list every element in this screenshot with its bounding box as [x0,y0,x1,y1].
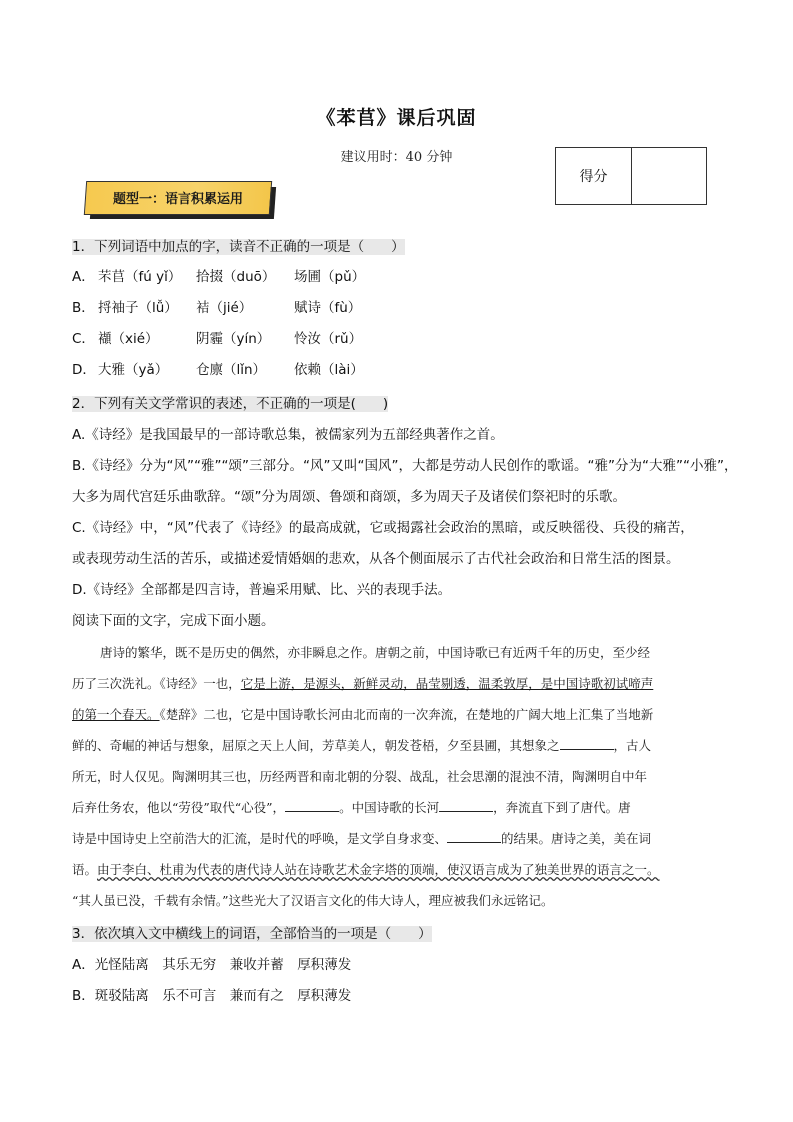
option-item: 芣苢（fú yǐ） [98,269,182,285]
passage-line [72,798,722,818]
q1-stem [72,237,405,257]
option-letter: B． [72,300,95,316]
banner-text: 题型一：语言积累运用 [113,192,244,207]
passage-line: 所无，时人仅见。陶渊明其三也，历经两晋和南北朝的分裂、战乱，社会思潮的混浊不清，陶渊明自中年 [72,769,648,784]
page-title: 《苯苢》课后巩固 [316,107,477,129]
option-letter: D． [72,362,96,378]
option-letter: A． [72,269,95,285]
reading-instruction: 阅读下面的文字，完成下面小题。 [72,613,275,629]
q3-option-a [72,955,351,975]
passage-underlined: 的第一个春天。 [72,707,160,722]
section-banner [85,181,277,221]
option-item: 阴霾（yín） [196,331,271,347]
q2-option-c: C.《诗经》中，“风”代表了《诗经》的最高成就，它或揭露社会政治的黑暗，或反映徭役、兵役的痛苦， [72,520,694,536]
q1-option-c [72,329,362,349]
q3-option-b [72,986,351,1006]
option-item: 大雅（yǎ） [98,362,169,378]
passage-line [72,705,722,725]
passage-text: ，古人 [613,738,652,753]
q2-stem [72,394,388,414]
passage-underlined: 它是上游，是源头，新鲜灵动，晶莹剔透，温柔敦厚，是中国诗歌初试啼声 [240,676,654,691]
passage-line [72,860,722,880]
option-item: 襭（xié） [98,331,159,347]
time-suggestion: 建议用时：40 分钟 [340,150,453,165]
option-item: 场圃（pǔ） [294,269,366,285]
option-item: 袺（jié） [196,300,253,316]
passage-text: 。中国诗歌的长河 [339,800,440,815]
passage-line [72,674,722,694]
passage-text: 的结果。唐诗之美，美在词 [501,831,652,846]
fill-blank-1[interactable] [560,736,614,750]
fill-blank-4[interactable] [447,829,501,843]
passage-text: ，奔流直下到了唐代。唐 [493,800,631,815]
q1-option-a [72,267,365,287]
passage-line [72,736,722,756]
passage-text: 诗是中国诗史上空前浩大的汇流，是时代的呼唤，是文学自身求变、 [72,831,448,846]
option-letter: B． [72,988,95,1004]
q1-option-b [72,298,361,318]
score-box [555,147,707,205]
option-letter: C． [72,331,95,347]
option-text: 斑驳陆离 乐不可言 兼而有之 厚积薄发 [94,988,352,1004]
option-item: 仓廪（lǐn） [196,362,267,378]
q2-option-d: D.《诗经》全部都是四言诗，普遍采用赋、比、兴的表现手法。 [72,582,452,598]
passage-text: 历了三次洗礼。《诗经》一也， [72,676,241,691]
passage-text: 《楚辞》二也，它是中国诗歌长河由北而南的一次奔流，在楚地的广阔大地上汇集了当地新 [159,707,654,722]
q2-option-c-cont: 或表现劳动生活的苦乐，或描述爱情婚姻的悲欢，从各个侧面展示了古代社会政治和日常生活的图景。 [72,551,680,567]
passage-text: 语。 [72,862,98,877]
passage-line: 唐诗的繁华，既不是历史的偶然，亦非瞬息之作。唐朝之前，中国诗歌已有近两千年的历史，至少经 [100,645,651,660]
option-item: 拾掇（duō） [196,269,276,285]
q2-option-b-cont: 大多为周代宫廷乐曲歌辞。“颂”分为周颂、鲁颂和商颂，多为周天子及诸侯们祭祀时的乐歌。 [72,489,626,505]
option-letter: A． [72,957,95,973]
passage-line: “其人虽已没，千载有余情。”这些光大了汉语言文化的伟大诗人，理应被我们永远铭记。 [72,893,554,908]
fill-blank-3[interactable] [439,798,493,812]
fill-blank-2[interactable] [285,798,339,812]
q3-stem-text: 3．依次填入文中横线上的词语，全部恰当的一项是（ ） [72,926,432,942]
q1-option-d [72,360,364,380]
option-item: 依赖（lài） [294,362,364,378]
option-item: 捋袖子（lǚ） [98,300,178,316]
q3-stem [72,924,432,944]
passage-text: 后弃仕务农，他以“劳役”取代“心役”， [72,800,286,815]
q2-stem-text: 2．下列有关文学常识的表述，不正确的一项是( ) [72,396,389,412]
passage-text: 鲜的、奇崛的神话与想象，屈原之天上人间，芳草美人，朝发苍梧，夕至县圃，其想象之 [72,738,560,753]
q1-stem-text: 1．下列词语中加点的字，读音不正确的一项是（ ） [72,239,405,255]
option-item: 赋诗（fù） [294,300,362,316]
q2-option-b: B.《诗经》分为“风”“雅”“颂”三部分。“风”又叫“国风”，大都是劳动人民创作的歌谣。“雅”分为“大雅”“小雅”， [72,458,738,474]
q2-option-a: A.《诗经》是我国最早的一部诗歌总集，被儒家列为五部经典著作之首。 [72,427,504,443]
score-value-cell[interactable] [632,148,706,204]
passage-line [72,829,722,849]
option-text: 光怪陆离 其乐无穷 兼收并蓄 厚积薄发 [94,957,352,973]
passage-wavy-underlined: 由于李白、杜甫为代表的唐代诗人站在诗歌艺术金字塔的顶端，使汉语言成为了独美世界的语言之一。 [97,862,660,877]
score-label: 得分 [556,148,632,204]
option-item: 怜汝（rǔ） [294,331,363,347]
